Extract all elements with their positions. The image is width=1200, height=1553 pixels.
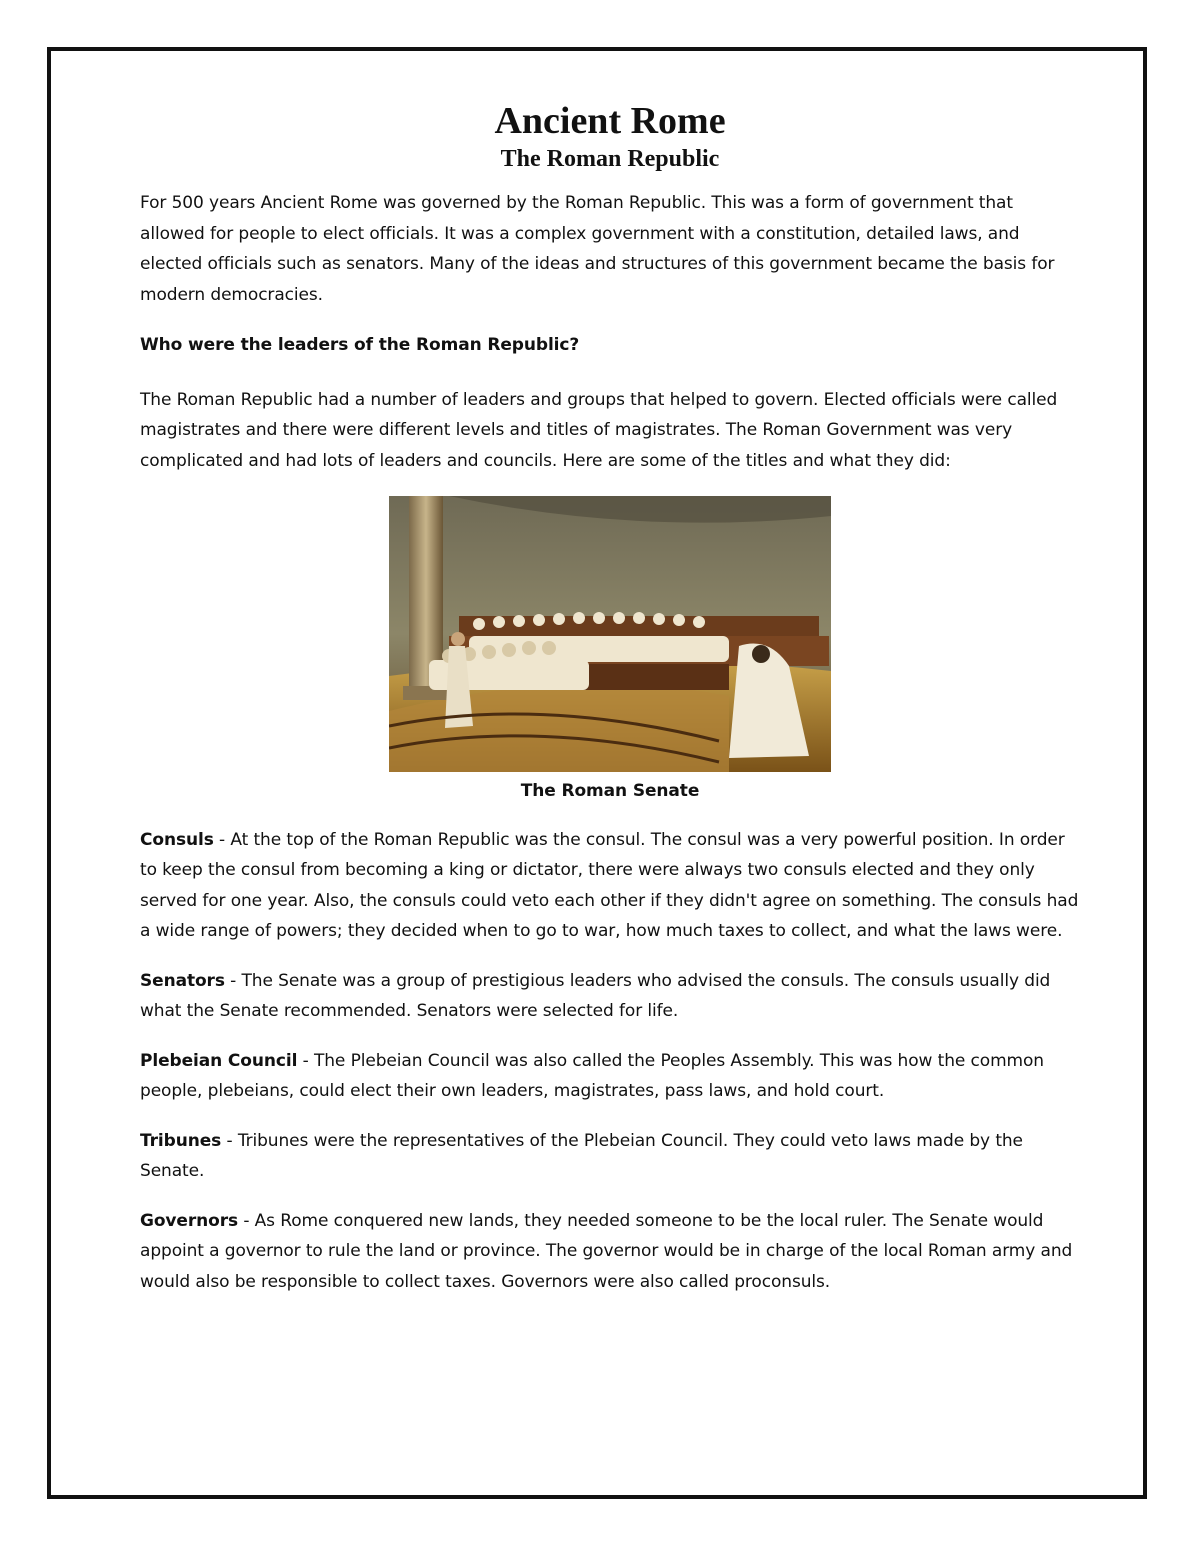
item-term: Consuls: [140, 829, 214, 850]
page-title: Ancient Rome: [494, 100, 726, 142]
item-text: - Tribunes were the representatives of the Plebeian Council. They could veto laws made by the Senate.: [140, 1130, 1023, 1181]
item-text: - As Rome conquered new lands, they needed someone to be the local ruler. The Senate would appoint a governor to rule the land or province. The governor would be in charge of the local Roman army and would also be responsible to collect taxes. Governors were also called proconsuls.: [140, 1210, 1073, 1292]
roman-senate-painting: [389, 496, 831, 772]
item-term: Tribunes: [140, 1130, 222, 1151]
item-term: Governors: [140, 1210, 239, 1231]
item-text: - At the top of the Roman Republic was the consul. The consul was a very powerful position. In order to keep the consul from becoming a king or dictator, there were always two consuls elected and they only served for one year. Also, the consuls could veto each other if they didn't agree on something. The consuls had a wide range of powers; they decided when to go to war, how much taxes to collect, and what the laws were.: [140, 829, 1079, 941]
item-term: Plebeian Council: [140, 1050, 298, 1071]
item-governors: [140, 1206, 1080, 1298]
page-subtitle: The Roman Republic: [500, 146, 720, 172]
intro-paragraph: For 500 years Ancient Rome was governed by the Roman Republic. This was a form of government that allowed for people to elect officials. It was a complex government with a constitution, detailed laws, and elected officials such as senators. Many of the ideas and structures of this government became the basis for modern democracies.: [140, 193, 1055, 305]
item-text: - The Senate was a group of prestigious leaders who advised the consuls. The consuls usually did what the Senate recommended. Senators were selected for life.: [140, 970, 1051, 1021]
item-plebeian-council: [140, 1046, 1080, 1107]
leaders-paragraph: The Roman Republic had a number of leaders and groups that helped to govern. Elected officials were called magistrates and there were different levels and titles of magistrates. The Roman Government was very complicated and had lots of leaders and councils. Here are some of the titles and what they did:: [140, 389, 1058, 471]
document-body: [140, 98, 1080, 1316]
item-senators: [140, 966, 1080, 1027]
item-text: - The Plebeian Council was also called the Peoples Assembly. This was how the common people, plebeians, could elect their own leaders, magistrates, pass laws, and hold court.: [140, 1050, 1044, 1101]
item-term: Senators: [140, 970, 225, 991]
figure-caption: The Roman Senate: [520, 781, 700, 801]
item-consuls: [140, 825, 1080, 947]
item-tribunes: [140, 1126, 1080, 1187]
section-question: Who were the leaders of the Roman Republic?: [140, 335, 580, 355]
